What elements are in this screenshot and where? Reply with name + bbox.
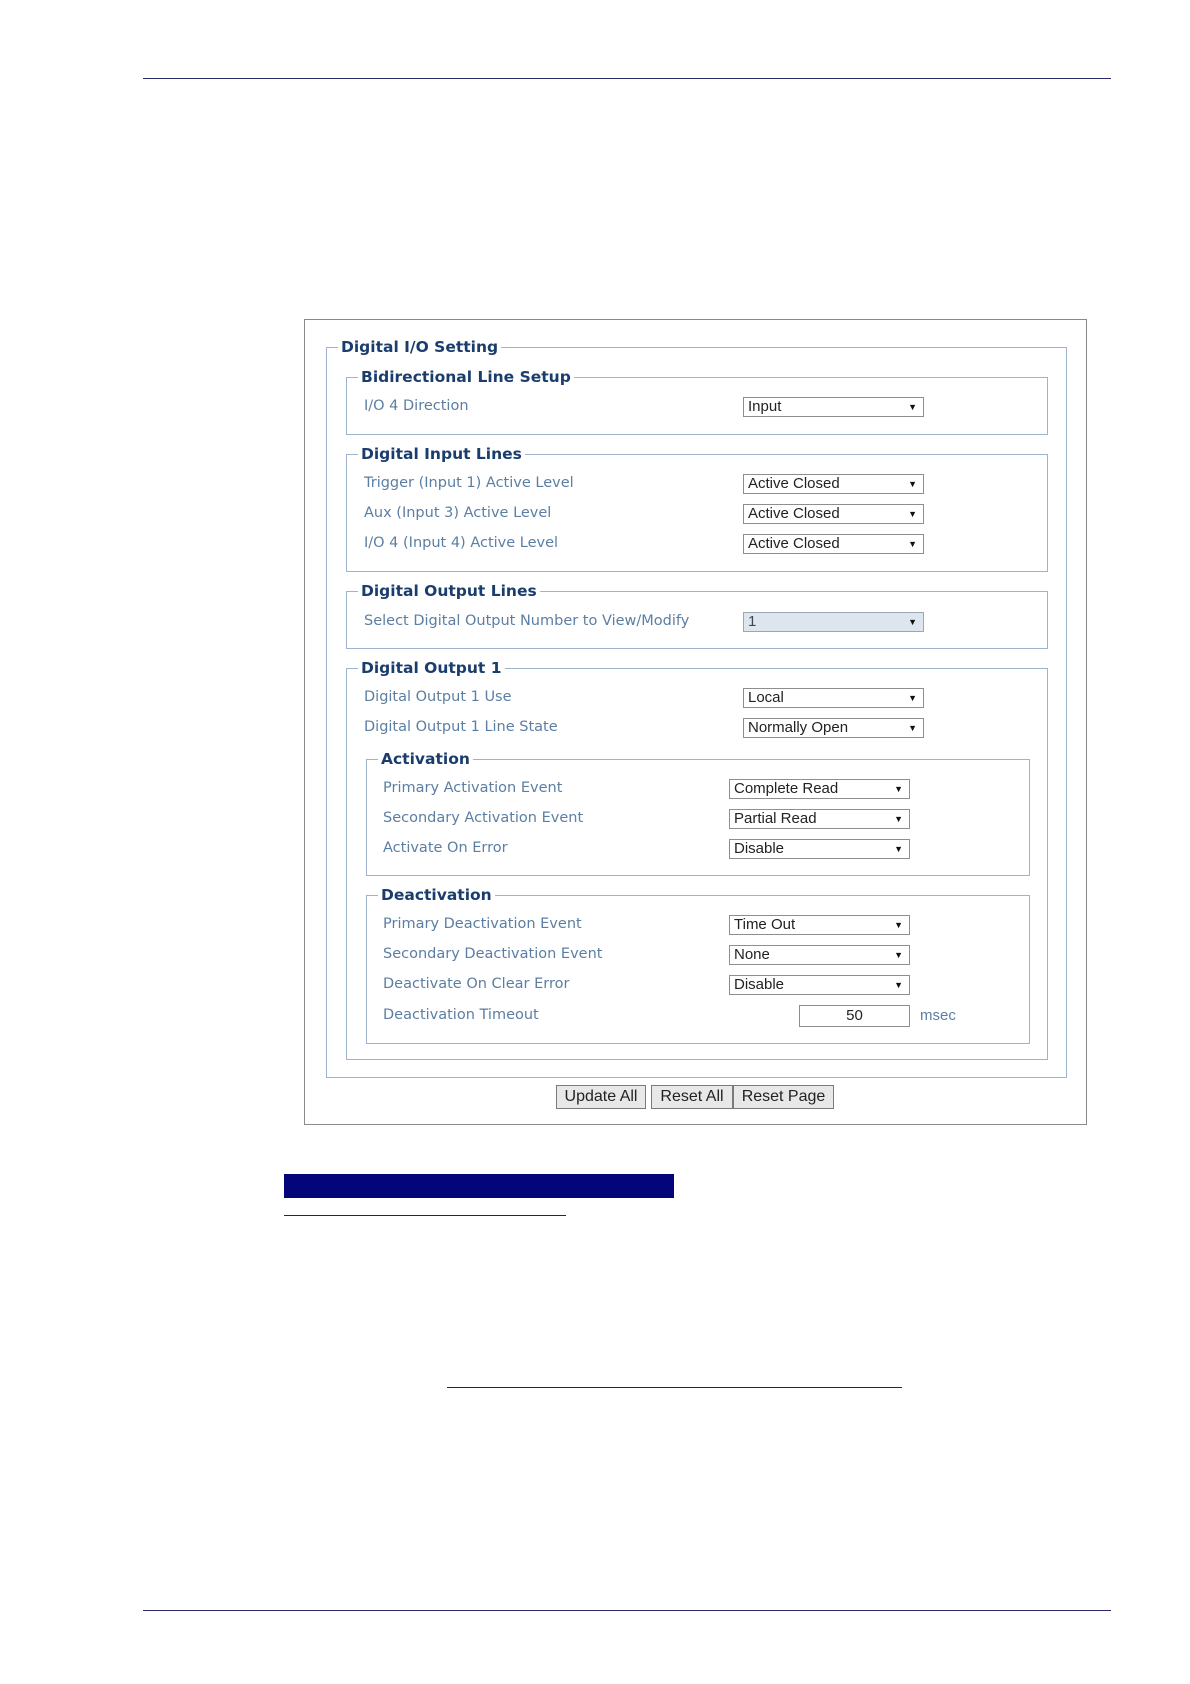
aux-active-level-select[interactable] [743, 504, 924, 524]
output-1-use-label: Digital Output 1 Use [364, 689, 512, 705]
secondary-deactivation-label: Secondary Deactivation Event [383, 946, 603, 962]
primary-deactivation-label: Primary Deactivation Event [383, 916, 582, 932]
io4-active-level-value: Active Closed [748, 535, 840, 552]
select-output-number-label: Select Digital Output Number to View/Modify [364, 613, 690, 629]
dropdown-arrow-icon: ▼ [908, 509, 917, 519]
dropdown-arrow-icon: ▼ [894, 950, 903, 960]
activate-on-error-value: Disable [734, 840, 785, 857]
primary-deactivation-value: Time Out [734, 916, 796, 933]
digital-io-panel [304, 319, 1087, 1125]
dropdown-arrow-icon: ▼ [908, 617, 917, 627]
output-1-line-state-label: Digital Output 1 Line State [364, 719, 558, 735]
io4-active-level-label: I/O 4 (Input 4) Active Level [364, 535, 559, 551]
header-rule [143, 78, 1111, 79]
primary-activation-label: Primary Activation Event [383, 780, 563, 796]
deactivate-on-clear-error-label: Deactivate On Clear Error [383, 976, 570, 992]
update-all-button[interactable]: Update All [556, 1085, 646, 1109]
deactivate-on-clear-error-value: Disable [734, 976, 785, 993]
select-output-number-value: 1 [748, 613, 757, 630]
primary-activation-value: Complete Read [734, 780, 839, 797]
footer-rule [143, 1610, 1111, 1611]
primary-activation-select[interactable] [729, 779, 910, 799]
output-1-line-state-value: Normally Open [748, 719, 849, 736]
bidirectional-legend: Bidirectional Line Setup [358, 368, 574, 386]
activate-on-error-select[interactable] [729, 839, 910, 859]
dropdown-arrow-icon: ▼ [894, 844, 903, 854]
io4-direction-select[interactable] [743, 397, 924, 417]
activate-on-error-label: Activate On Error [383, 840, 508, 856]
trigger-active-level-select[interactable] [743, 474, 924, 494]
deactivation-legend: Deactivation [378, 886, 495, 904]
deactivation-timeout-unit: msec [920, 1007, 956, 1024]
dropdown-arrow-icon: ▼ [894, 784, 903, 794]
secondary-activation-select[interactable] [729, 809, 910, 829]
dropdown-arrow-icon: ▼ [908, 479, 917, 489]
io4-active-level-select[interactable] [743, 534, 924, 554]
secondary-activation-label: Secondary Activation Event [383, 810, 584, 826]
dropdown-arrow-icon: ▼ [908, 693, 917, 703]
digital-io-setting-legend: Digital I/O Setting [338, 338, 501, 356]
reset-page-button[interactable]: Reset Page [733, 1085, 834, 1109]
io4-direction-label: I/O 4 Direction [364, 398, 469, 414]
highlight-bar [284, 1174, 674, 1198]
dropdown-arrow-icon: ▼ [894, 980, 903, 990]
aux-active-level-value: Active Closed [748, 505, 840, 522]
trigger-active-level-value: Active Closed [748, 475, 840, 492]
deactivation-timeout-label: Deactivation Timeout [383, 1007, 539, 1023]
output-1-use-select[interactable] [743, 688, 924, 708]
dropdown-arrow-icon: ▼ [894, 920, 903, 930]
aux-active-level-label: Aux (Input 3) Active Level [364, 505, 552, 521]
digital-input-legend: Digital Input Lines [358, 445, 525, 463]
deactivate-on-clear-error-select[interactable] [729, 975, 910, 995]
trigger-active-level-label: Trigger (Input 1) Active Level [364, 475, 574, 491]
dropdown-arrow-icon: ▼ [908, 539, 917, 549]
underline-link-2[interactable] [447, 1387, 902, 1388]
digital-output-1-legend: Digital Output 1 [358, 659, 505, 677]
reset-all-button[interactable]: Reset All [651, 1085, 733, 1109]
output-1-use-value: Local [748, 689, 784, 706]
secondary-deactivation-select[interactable] [729, 945, 910, 965]
select-output-number-select[interactable] [743, 612, 924, 632]
io4-direction-value: Input [748, 398, 782, 415]
dropdown-arrow-icon: ▼ [908, 723, 917, 733]
dropdown-arrow-icon: ▼ [894, 814, 903, 824]
underline-link-1[interactable] [284, 1215, 566, 1216]
dropdown-arrow-icon: ▼ [908, 402, 917, 412]
output-1-line-state-select[interactable] [743, 718, 924, 738]
secondary-deactivation-value: None [734, 946, 770, 963]
primary-deactivation-select[interactable] [729, 915, 910, 935]
deactivation-timeout-input[interactable]: 50 [799, 1005, 910, 1027]
activation-legend: Activation [378, 750, 473, 768]
digital-output-lines-legend: Digital Output Lines [358, 582, 540, 600]
secondary-activation-value: Partial Read [734, 810, 817, 827]
